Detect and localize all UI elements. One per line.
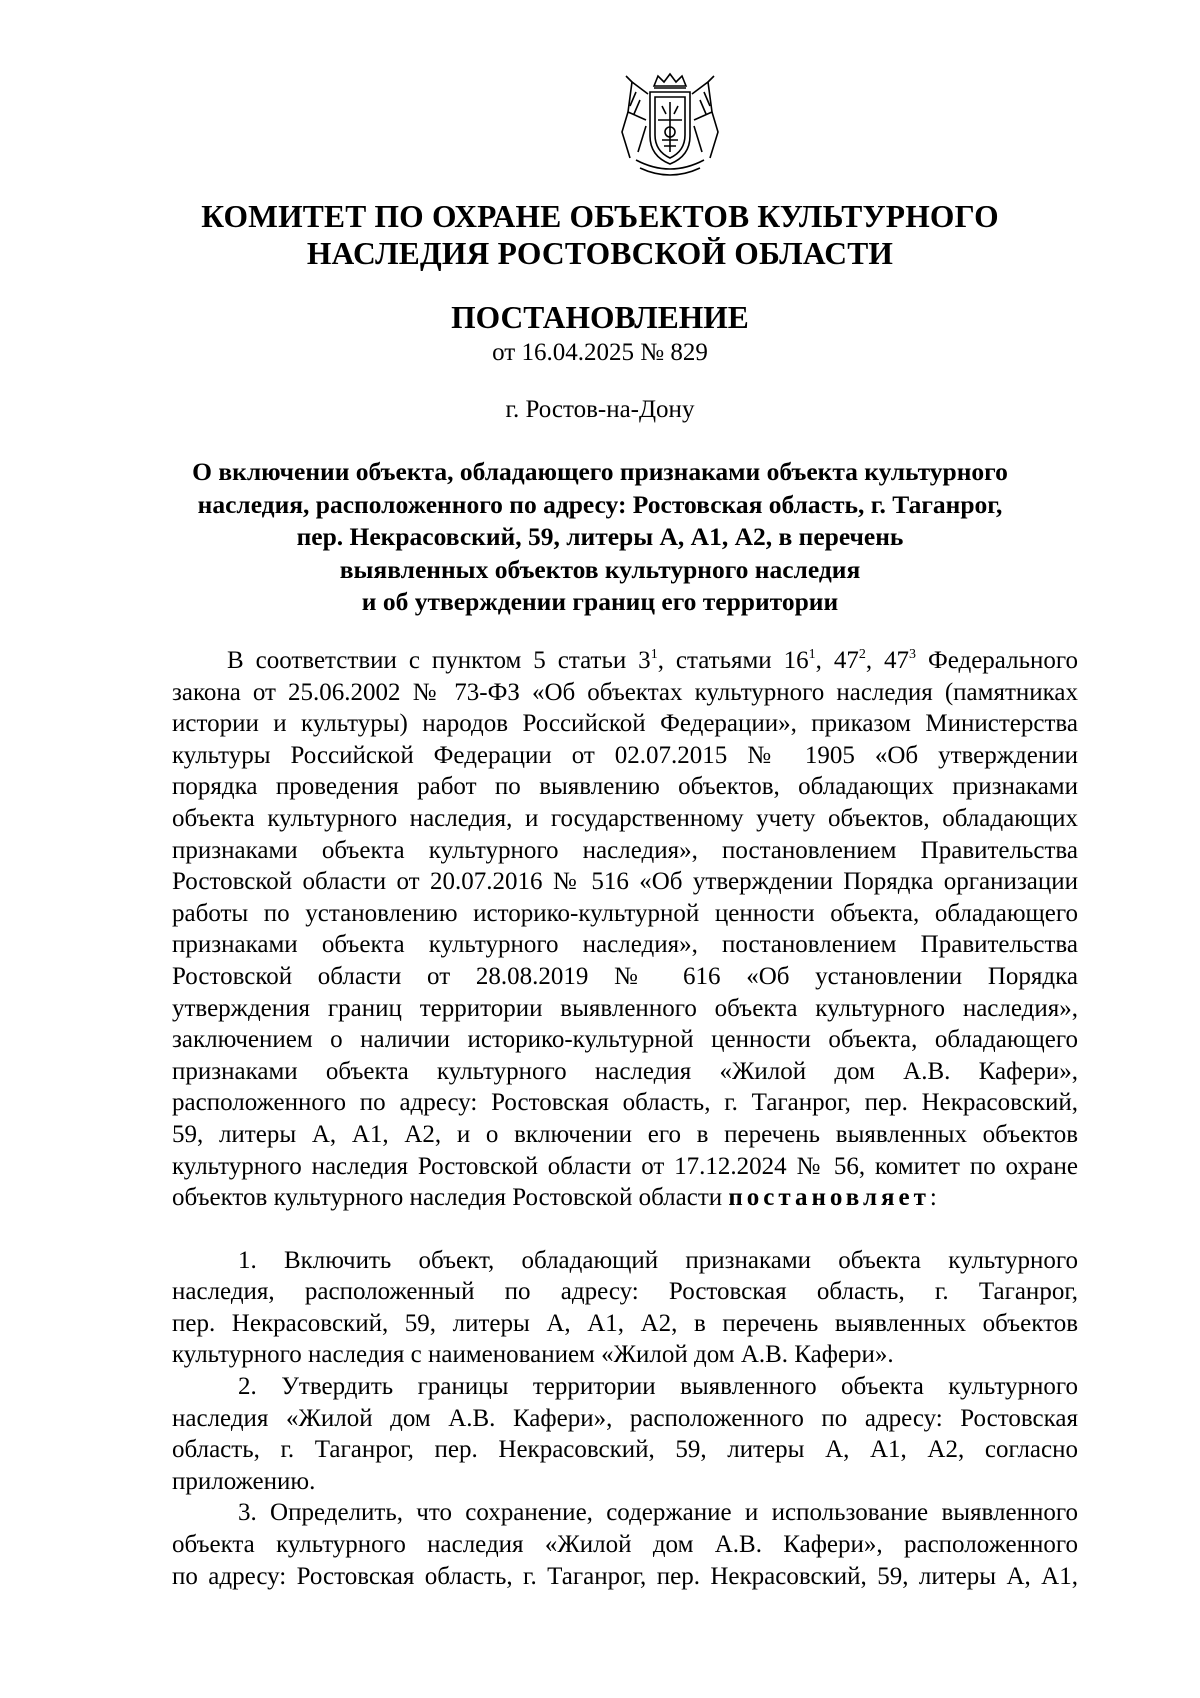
superscript: 1 <box>650 647 658 662</box>
organization-name <box>150 198 1050 272</box>
text-segment: В соответствии с пунктом 5 статьи 3 <box>227 647 651 674</box>
preamble-line: Ростовской области от 28.08.2019 № 616 «Об установлении Порядка <box>172 962 1078 990</box>
item-3 <box>172 1497 1078 1592</box>
preamble-line: культурного наследия Ростовской области от 17.12.2024 № 56, комитет по охране <box>172 1152 1078 1180</box>
preamble-line: закона от 25.06.2002 № 73-ФЗ «Об объектах культурного наследия (памятниках <box>172 678 1078 706</box>
subject-line: и об утверждении границ его территории <box>361 587 839 616</box>
org-line-2: НАСЛЕДИЯ РОСТОВСКОЙ ОБЛАСТИ <box>306 236 894 271</box>
preamble-line: объекта культурного наследия, и государственному учету объектов, обладающих <box>172 804 1078 832</box>
item-line: наследия «Жилой дом А.В. Кафери», расположенного по адресу: Ростовская <box>172 1404 1078 1432</box>
org-line-1: КОМИТЕТ ПО ОХРАНЕ ОБЪЕКТОВ КУЛЬТУРНОГО <box>201 199 999 234</box>
item-line: наследия, расположенный по адресу: Ростовская область, г. Таганрог, <box>172 1278 1078 1306</box>
item-line: 1. Включить объект, обладающий признаками объекта культурного <box>238 1246 1078 1274</box>
text-segment: , 47 <box>865 647 910 674</box>
item-line: область, г. Таганрог, пер. Некрасовский, 59, литеры А, А1, А2, согласно <box>172 1436 1078 1464</box>
item-line: приложению. <box>172 1467 316 1495</box>
preamble-line: истории и культуры) народов Российской Федерации», приказом Министерства <box>172 710 1078 738</box>
item-2 <box>172 1371 1078 1497</box>
document-number: от 16.04.2025 № 829 <box>492 339 708 366</box>
resolves-word: постановляет <box>728 1184 930 1212</box>
spacer <box>172 1214 1078 1245</box>
superscript: 1 <box>808 647 816 662</box>
rostov-oblast-coat-of-arms-icon <box>618 72 722 180</box>
document-body <box>172 645 1078 1592</box>
item-1 <box>172 1245 1078 1371</box>
preamble-line: культуры Российской Федерации от 02.07.2015 № 1905 «Об утверждении <box>172 741 1078 769</box>
subject-line: О включении объекта, обладающего признаками объекта культурного <box>192 457 1008 486</box>
item-line: по адресу: Ростовская область, г. Таганрог, пер. Некрасовский, 59, литеры А, А1, <box>172 1562 1078 1590</box>
item-line: 2. Утвердить границы территории выявленного объекта культурного <box>238 1373 1078 1401</box>
text-segment: Федерального <box>916 647 1079 674</box>
document-subject <box>150 456 1050 619</box>
preamble-line <box>172 1182 1078 1214</box>
subject-line: наследия, расположенного по адресу: Ростовская область, г. Таганрог, <box>197 489 1003 519</box>
document-city: г. Ростов-на-Дону <box>505 396 695 423</box>
text-segment: : <box>929 1184 937 1212</box>
subject-line: пер. Некрасовский, 59, литеры А, А1, А2, в перечень <box>296 522 904 551</box>
text-segment: , статьями 16 <box>657 647 809 674</box>
preamble-line: утверждения границ территории выявленного объекта культурного наследия», <box>172 994 1078 1022</box>
preamble-line <box>172 645 1078 677</box>
preamble-line: заключением о наличии историко-культурной ценности объекта, обладающего <box>172 1026 1078 1054</box>
item-line: культурного наследия с наименованием «Жилой дом А.В. Кафери». <box>172 1341 894 1369</box>
item-line: объекта культурного наследия «Жилой дом А.В. Кафери», расположенного <box>172 1531 1078 1559</box>
preamble-line: признаками объекта культурного наследия «Жилой дом А.В. Кафери», <box>172 1057 1078 1085</box>
preamble-paragraph <box>172 645 1078 1214</box>
text-segment: объектов культурного наследия Ростовской области <box>172 1184 729 1212</box>
preamble-line: Ростовской области от 20.07.2016 № 516 «Об утверждении Порядка организации <box>172 868 1078 896</box>
preamble-line: порядка проведения работ по выявлению объектов, обладающих признаками <box>172 773 1078 801</box>
preamble-line: расположенного по адресу: Ростовская область, г. Таганрог, пер. Некрасовский, <box>172 1089 1078 1117</box>
preamble-line: признаками объекта культурного наследия», постановлением Правительства <box>172 931 1078 959</box>
superscript: 2 <box>858 647 866 662</box>
text-segment: , 47 <box>815 647 859 674</box>
preamble-line: признаками объекта культурного наследия», постановлением Правительства <box>172 836 1078 864</box>
preamble-line: работы по установлению историко-культурной ценности объекта, обладающего <box>172 899 1078 927</box>
document-type: ПОСТАНОВЛЕНИЕ <box>451 300 749 335</box>
item-line: пер. Некрасовский, 59, литеры А, А1, А2, в перечень выявленных объектов <box>172 1309 1078 1337</box>
superscript: 3 <box>909 647 917 662</box>
preamble-line: 59, литеры А, А1, А2, и о включении его в перечень выявленных объектов <box>172 1120 1078 1148</box>
subject-line: выявленных объектов культурного наследия <box>339 554 861 584</box>
item-line: 3. Определить, что сохранение, содержание и использование выявленного <box>238 1499 1078 1527</box>
